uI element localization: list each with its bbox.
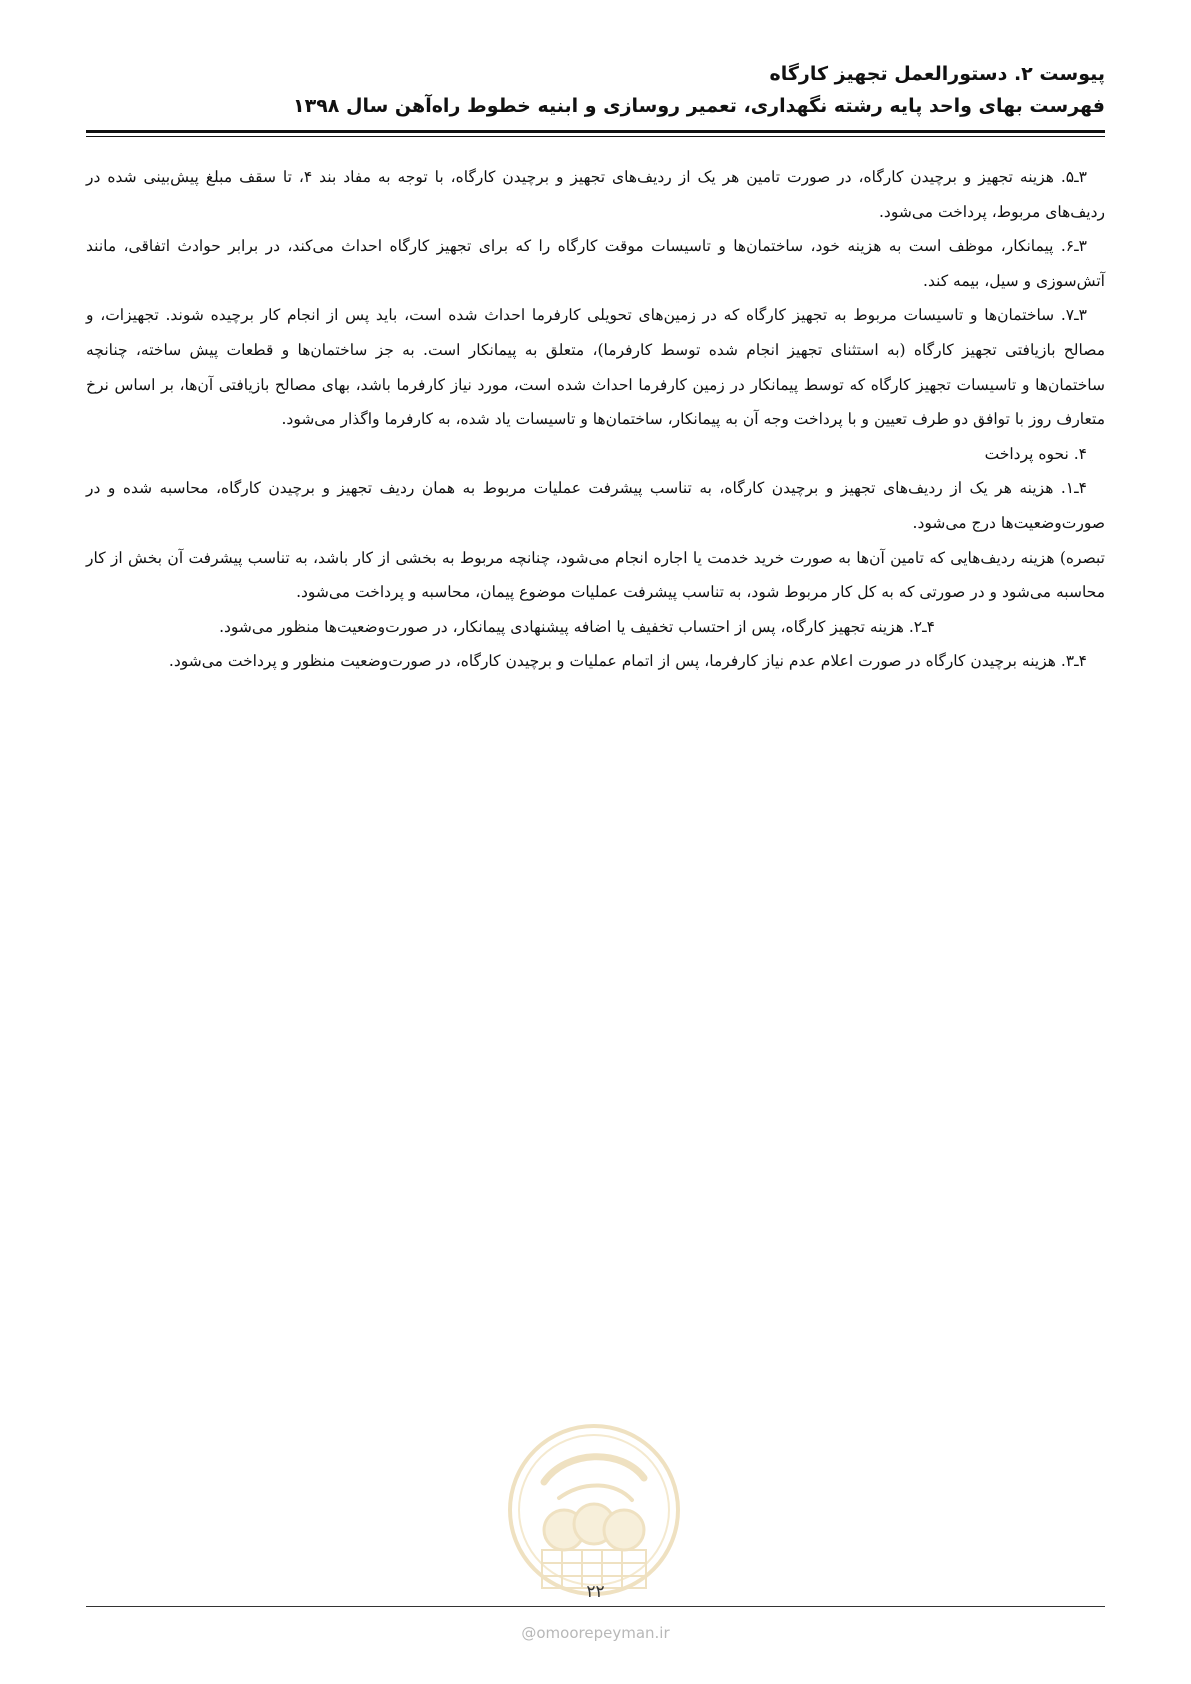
paragraph-3-7: ۳ـ۷. ساختمان‌ها و تاسیسات مربوط به تجهیز کارگاه که در زمین‌های تحویلی کارفرما احداث شده است، باید پس از انجام کار برچیده شوند. تجهیزات، و مصالح بازیافتی تجهیز کارگاه (به استثنای تجهیز انجام شده توسط کارفرما)، متعلق به پیمانکار است. به جز ساختمان‌ها و قطعات پیش ساخته، چنانچه ساختمان‌ها و تاسیسات تجهیز کارگاه که توسط پیمانکار در زمین کارفرما احداث شده است، مورد نیاز کارفرما باشد، بهای مصالح بازیافتی آن‌ها، بر اساس نرخ متعارف روز با توافق دو طرف تعیین و با پرداخت وجه آن به پیمانکار، ساختمان‌ها و تاسیسات یاد شده، به کارفرما واگذار می‌شود.	[86, 306, 1105, 429]
footer-website-handle: @omoorepeyman.ir	[521, 1624, 670, 1642]
paragraph-3-5: ۳ـ۵. هزینه تجهیز و برچیدن کارگاه، در صورت تامین هر یک از ردیف‌های تجهیز و برچیدن کارگاه، با توجه به مفاد بند ۴، تا سقف مبلغ پیش‌بینی شده در ردیف‌های مربوط، پرداخت می‌شود.	[86, 168, 1105, 221]
page-number: ۲۲	[586, 1582, 605, 1602]
header-divider-thin	[86, 136, 1105, 137]
header-divider-thick	[86, 130, 1105, 133]
paragraph-4-1: ۴ـ۱. هزینه هر یک از ردیف‌های تجهیز و برچیدن کارگاه، به تناسب پیشرفت عملیات مربوط به همان ردیف تجهیز و برچیدن کارگاه، محاسبه شده و در صورت‌وضعیت‌ها درج می‌شود.	[86, 479, 1105, 532]
paragraph-3-6: ۳ـ۶. پیمانکار، موظف است به هزینه خود، ساختمان‌ها و تاسیسات موقت کارگاه را که برای تجهیز کارگاه احداث می‌کند، در برابر حوادث اتفاقی، مانند آتش‌سوزی و سیل، بیمه کند.	[86, 237, 1105, 290]
header-document-title: فهرست بهای واحد پایه رشته نگهداری، تعمیر روسازی و ابنیه خطوط راه‌آهن سال ۱۳۹۸	[293, 95, 1105, 117]
section-heading-payment: ۴. نحوه پرداخت	[984, 444, 1087, 463]
paragraph-note: تبصره) هزینه ردیف‌هایی که تامین آن‌ها به صورت خرید خدمت یا اجاره انجام می‌شود، چنانچه مربوط به بخشی از کار باشد، به تناسب پیشرفت آن بخش از کار محاسبه می‌شود و در صورتی که به کل کار مربوط شود، به تناسب پیشرفت عملیات موضوع پیمان، محاسبه و پرداخت می‌شود.	[86, 548, 1105, 602]
page-header	[86, 58, 1105, 122]
paragraph-4-2: ۴ـ۲. هزینه تجهیز کارگاه، پس از احتساب تخفیف یا اضافه پیشنهادی پیمانکار، در صورت‌وضعیت‌ها منظور می‌شود.	[219, 617, 935, 636]
omoorepeyman-seal-icon	[504, 1420, 684, 1600]
body-text	[86, 160, 1105, 679]
footer-divider	[86, 1606, 1105, 1607]
header-appendix-title: پیوست ۲. دستورالعمل تجهیز کارگاه	[769, 63, 1105, 85]
paragraph-4-3: ۴ـ۳. هزینه برچیدن کارگاه در صورت اعلام عدم نیاز کارفرما، پس از اتمام عملیات و برچیدن کارگاه، در صورت‌وضعیت منظور و پرداخت می‌شود.	[168, 652, 1087, 671]
